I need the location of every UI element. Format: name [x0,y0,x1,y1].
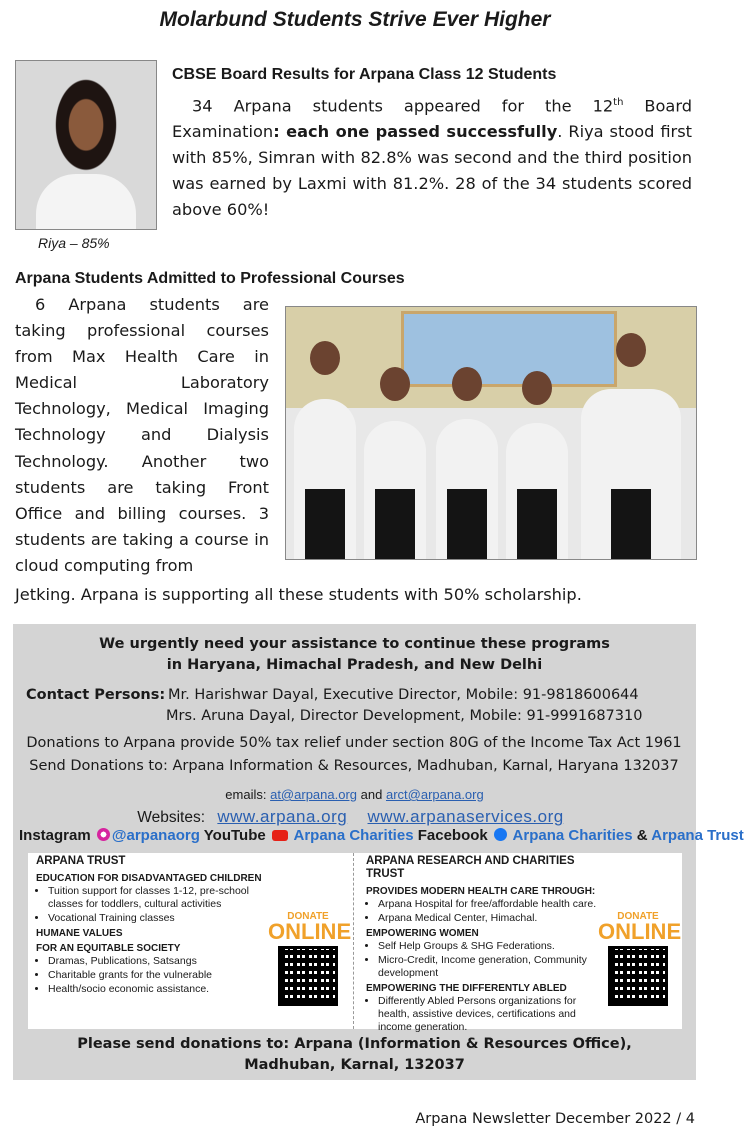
emails-and: and [360,787,383,802]
online-label: ONLINE [598,919,682,944]
charities-item: • Self Help Groups & SHG Federations. [378,940,606,953]
charities-item: • Micro-Credit, Income generation, Community development [378,954,606,980]
tax-relief-text: Donations to Arpana provide 50% tax relief under section 80G of the Income Tax Act 1961 [26,735,682,751]
emails-line [13,787,696,802]
please-send-donations [13,1034,696,1076]
donate-online-right[interactable] [598,911,682,1006]
section-heading-results: CBSE Board Results for Arpana Class 12 Students [172,66,557,83]
facebook-label: Facebook [417,827,488,844]
charities-heading-abled: EMPOWERING THE DIFFERENTLY ABLED [366,983,567,994]
appeal-line-2: in Haryana, Himachal Pradesh, and New Delhi [166,657,543,673]
trust-item: • Charitable grants for the vulnerable [48,969,276,982]
contact-aruna: Mrs. Aruna Dayal, Director Development, Mobile: 91-9991687310 [166,708,643,724]
website-link-arpanaservices[interactable]: www.arpanaservices.org [367,807,564,826]
social-line [19,827,744,844]
superscript-th: th [613,97,624,108]
courses-text-tail: Jetking. Arpana is supporting all these students with 50% scholarship. [15,585,582,604]
trust-item: • Tuition support for classes 1-12, pre-school classes for toddlers, cultural activities [48,885,276,911]
page-title: Molarbund Students Strive Ever Higher [159,8,551,31]
websites-label: Websites: [137,809,206,826]
charities-heading-health: PROVIDES MODERN HEALTH CARE THROUGH: [366,886,596,897]
section-body-results [172,90,692,223]
email-link-arct[interactable]: arct@arpana.org [385,787,484,802]
photo-caption: Riya – 85% [38,235,110,251]
section-heading-courses: Arpana Students Admitted to Professional Courses [15,270,405,287]
trust-heading-society: FOR AN EQUITABLE SOCIETY [36,943,181,954]
charities-item: • Arpana Hospital for free/affordable health care. [378,898,606,911]
programs-panel [28,853,682,1033]
websites-line [13,807,696,827]
facebook-icon [494,828,507,841]
appeal-heading [13,634,696,676]
courses-text: 6 Arpana students are taking professional courses from Max Health Care in Medical Laboratory Technology, Medical Imaging Technology and Dialysis Technology. Another two students are taking Front Office and billing courses. 3 students are taking a course in cloud computing from [15,295,269,575]
donate-online-left[interactable] [268,911,352,1006]
website-link-arpana[interactable]: www.arpana.org [217,807,348,826]
qr-code-icon[interactable] [608,946,668,1006]
email-link-at[interactable]: at@arpana.org [270,787,358,802]
ampersand: & [636,827,648,844]
donate-label: DONATE [287,911,329,922]
group-photo [285,306,697,560]
facebook-handle-charities[interactable]: Arpana Charities [512,827,633,844]
send-donations-address: Send Donations to: Arpana Information & Resources, Madhuban, Karnal, Haryana 132037 [29,758,679,774]
youtube-handle[interactable]: Arpana Charities [293,827,414,844]
trust-heading-education: EDUCATION FOR DISADVANTAGED CHILDREN [36,873,262,884]
facebook-handle-trust[interactable]: Arpana Trust [651,827,744,844]
online-label: ONLINE [268,919,352,944]
trust-heading-values: HUMANE VALUES [36,928,123,939]
youtube-label: YouTube [203,827,266,844]
instagram-label: Instagram [19,827,91,844]
contact-label: Contact Persons: [26,687,166,703]
emails-label: emails: [225,787,267,802]
results-text-b: Board Examination [172,96,692,142]
charities-title: ARPANA RESEARCH AND CHARITIES TRUST [366,855,575,880]
column-divider [353,853,354,1029]
charities-trust-column [366,855,606,1035]
results-text-bold: : each one passed successfully [273,122,558,142]
charities-item: • Arpana Medical Center, Himachal. [378,912,606,925]
please-line-2: Madhuban, Karnal, 132037 [244,1057,465,1073]
please-line-1: Please send donations to: Arpana (Information & Resources Office), [77,1036,632,1052]
instagram-icon [97,828,110,841]
appeal-line-1: We urgently need your assistance to continue these programs [99,636,610,652]
riya-photo [15,60,157,230]
trust-item: • Dramas, Publications, Satsangs [48,955,276,968]
page-footer: Arpana Newsletter December 2022 / 4 [415,1111,695,1127]
qr-code-icon[interactable] [278,946,338,1006]
trust-title: ARPANA TRUST [36,855,126,867]
results-text-c: . Riya stood first with 85%, Simran with 82.8% was second and the third position was earned by Laxmi with 81.2%. 28 of the 34 students scored above 60%! [172,122,692,220]
donate-label: DONATE [617,911,659,922]
trust-item: • Vocational Training classes [48,912,276,925]
contact-harishwar: Mr. Harishwar Dayal, Executive Director, Mobile: 91-9818600644 [168,687,639,703]
youtube-icon [272,830,288,841]
section-body-courses [15,292,269,579]
arpana-trust-column [36,855,276,997]
results-text-a: 34 Arpana students appeared for the 12 [192,96,614,116]
donation-appeal-box [13,624,744,1080]
charities-heading-women: EMPOWERING WOMEN [366,928,479,939]
instagram-handle[interactable]: @arpanaorg [111,827,200,844]
charities-item: • Differently Abled Persons organizations for health, assistive devices, certifications and income generation. [378,995,606,1034]
trust-item: • Health/socio economic assistance. [48,983,276,996]
